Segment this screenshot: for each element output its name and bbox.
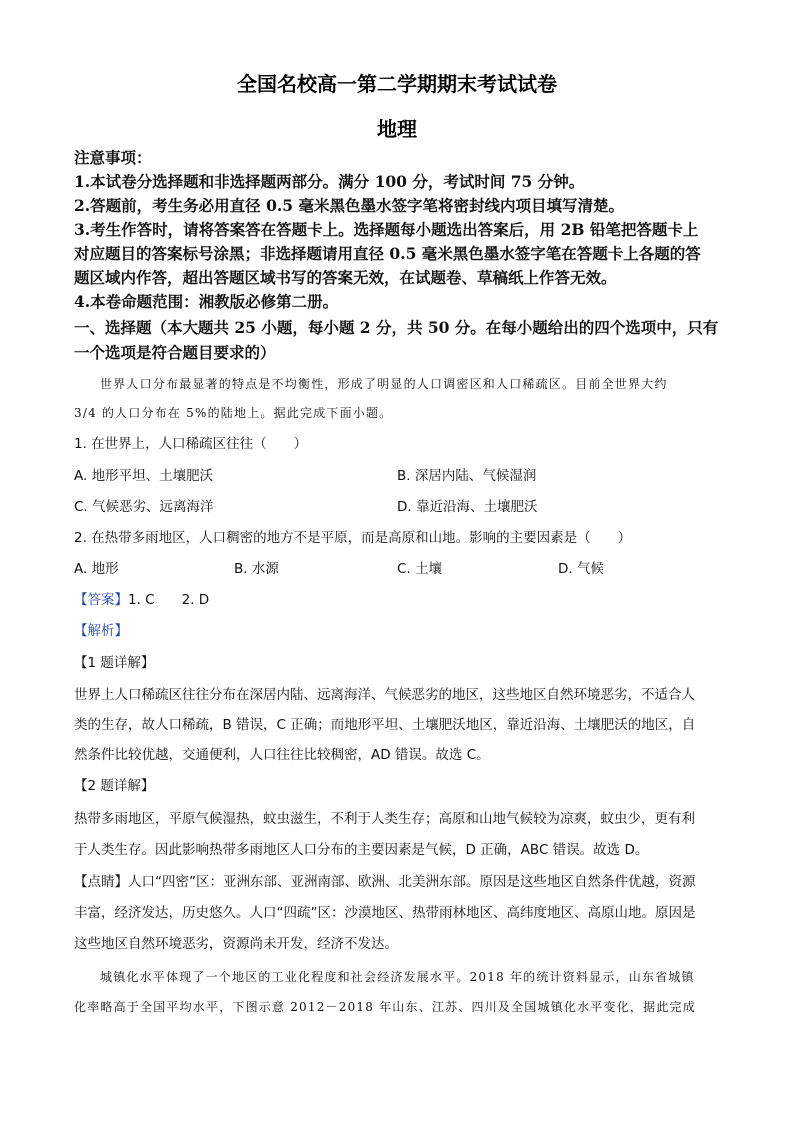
question-1-option-b: B. 深居内陆、气候湿润 xyxy=(397,468,537,484)
analysis-tag: 【解析】 xyxy=(74,623,128,639)
question-1-option-c: C. 气候恶劣、远离海洋 xyxy=(74,499,214,515)
detail-1-line2: 类的生存，故人口稀疏，B 错误，C 正确；而地形平坦、土壤肥沃地区，靠近沿海、土壤肥沃的地区，自 xyxy=(74,717,696,733)
question-1-option-d: D. 靠近沿海、土壤肥沃 xyxy=(397,499,538,515)
question-2-option-d: D. 气候 xyxy=(558,561,604,577)
answer-tag: 【答案】 xyxy=(74,592,128,608)
notice-item-3a: 3.考生作答时，请将答案答在答题卡上。选择题每小题选出答案后，用 2B 铅笔把答题卡上 xyxy=(74,220,699,239)
section-heading-line2: 一个选项是符合题目要求的） xyxy=(74,343,276,362)
question-2-stem: 2. 在热带多雨地区，人口稠密的地方不是平原，而是高原和山地。影响的主要因素是（ ） xyxy=(74,530,632,546)
analysis-line xyxy=(74,620,724,642)
question-2-option-c: C. 土壤 xyxy=(397,561,443,577)
answer-text: 1. C 2. D xyxy=(128,592,210,608)
passage2-line2: 化率略高于全国平均水平，下图示意 2012－2018 年山东、江苏、四川及全国城镇化水平变化，据此完成 xyxy=(74,1000,696,1014)
answer-line xyxy=(74,589,724,611)
notice-item-4: 4.本卷命题范围：湘教版必修第二册。 xyxy=(74,292,339,311)
notice-item-2: 2.答题前，考生务必用直径 0.5 毫米黑色墨水签字笔将密封线内项目填写清楚。 xyxy=(74,196,624,215)
detail-2-line2: 于人类生存。因此影响热带多雨地区人口分布的主要因素是气候，D 正确，ABC 错误。故选 D。 xyxy=(74,842,649,858)
detail-1-line1: 世界上人口稀疏区往往分布在深居内陆、远离海洋、气候恶劣的地区，这些地区自然环境恶劣，不适合人 xyxy=(74,687,695,703)
section-heading-line1: 一、选择题（本大题共 25 小题，每小题 2 分，共 50 分。在每小题给出的四个选项中，只有 xyxy=(74,318,719,337)
question-1-option-a: A. 地形平坦、土壤肥沃 xyxy=(74,468,214,484)
detail-1-line3: 然条件比较优越，交通便利，人口往往比较稠密，AD 错误。故选 C。 xyxy=(74,747,490,763)
passage1-line1: 世界人口分布最显著的特点是不均衡性，形成了明显的人口调密区和人口稀疏区。目前全世界大约 xyxy=(100,377,668,391)
tips-line1 xyxy=(74,871,724,893)
exam-title: 全国名校高一第二学期期末考试试卷 xyxy=(237,72,557,96)
passage2-line1: 城镇化水平体现了一个地区的工业化程度和社会经济发展水平。2018 年的统计资料显示，山东省城镇 xyxy=(100,970,695,984)
notice-item-1: 1.本试卷分选择题和非选择题两部分。满分 100 分，考试时间 75 分钟。 xyxy=(74,172,585,191)
detail-2-heading: 【2 题详解】 xyxy=(74,778,155,794)
detail-1-heading: 【1 题详解】 xyxy=(74,655,155,671)
question-2-option-a: A. 地形 xyxy=(74,561,119,577)
notice-heading: 注意事项： xyxy=(74,148,152,167)
question-2-option-b: B. 水源 xyxy=(234,561,279,577)
question-1-stem: 1. 在世界上，人口稀疏区往往（ ） xyxy=(74,436,308,452)
tips-text-1: 人口“四密”区：亚洲东部、亚洲南部、欧洲、北美洲东部。原因是这些地区自然条件优越，资源 xyxy=(128,874,696,890)
notice-item-3c: 题区域内作答，超出答题区域书写的答案无效，在试题卷、草稿纸上作答无效。 xyxy=(74,268,617,287)
subject-title: 地理 xyxy=(377,117,417,141)
passage1-line2: 3/4 的人口分布在 5%的陆地上。据此完成下面小题。 xyxy=(74,406,393,420)
tips-tag: 【点睛】 xyxy=(74,874,128,890)
tips-line2: 丰富，经济发达，历史悠久。人口“四疏”区：沙漠地区、热带雨林地区、高纬度地区、高原山地。原因是 xyxy=(74,905,696,921)
tips-line3: 这些地区自然环境恶劣，资源尚未开发，经济不发达。 xyxy=(74,936,398,952)
detail-2-line1: 热带多雨地区，平原气候湿热，蚊虫滋生，不利于人类生存；高原和山地气候较为凉爽，蚊虫少，更有利 xyxy=(74,811,695,827)
notice-item-3b: 对应题目的答案标号涂黑；非选择题请用直径 0.5 毫米黑色墨水签字笔在答题卡上各题的答 xyxy=(74,244,701,263)
